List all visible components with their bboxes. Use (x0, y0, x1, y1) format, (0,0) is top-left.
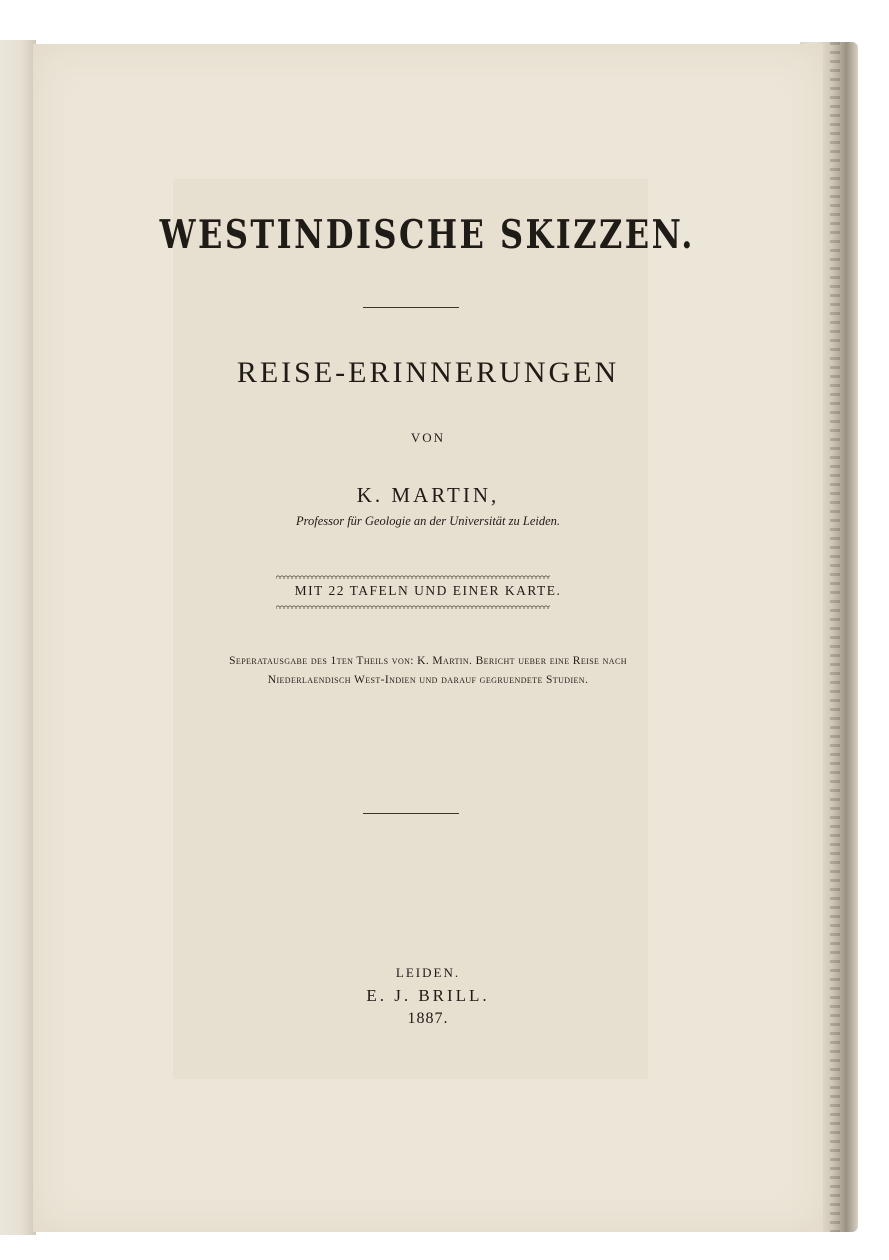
title-page (33, 44, 823, 1232)
imprint-city: LEIDEN. (395, 965, 461, 980)
by-line: VON (410, 430, 446, 445)
author-affiliation: Professor für Geologie an der Universität zu Leiden. (295, 514, 561, 528)
edition-note (33, 652, 823, 690)
imprint-year: 1887. (407, 1010, 449, 1027)
divider-rule-top (363, 307, 459, 308)
edition-note-line-2: Niederlaendisch West-Indien und darauf gegruendete Studien. (267, 674, 589, 686)
author-name: K. MARTIN, (356, 483, 500, 507)
imprint-publisher: E. J. BRILL. (366, 986, 490, 1005)
ornamental-rule-top (276, 574, 550, 579)
plates-note: MIT 22 TAFELN UND EINER KARTE. (294, 583, 562, 598)
edition-note-line-1: Seperatausgabe des 1ten Theils von: K. Martin. Bericht ueber eine Reise nach (229, 655, 627, 667)
ornamental-rule-bottom (276, 604, 550, 609)
text-block-shade (173, 179, 648, 1079)
left-page-edge (0, 40, 36, 1235)
book-title: WESTINDISCHE SKIZZEN. (159, 212, 695, 258)
book-subtitle: REISE-ERINNERUNGEN (236, 356, 620, 389)
divider-rule-bottom (363, 813, 459, 814)
